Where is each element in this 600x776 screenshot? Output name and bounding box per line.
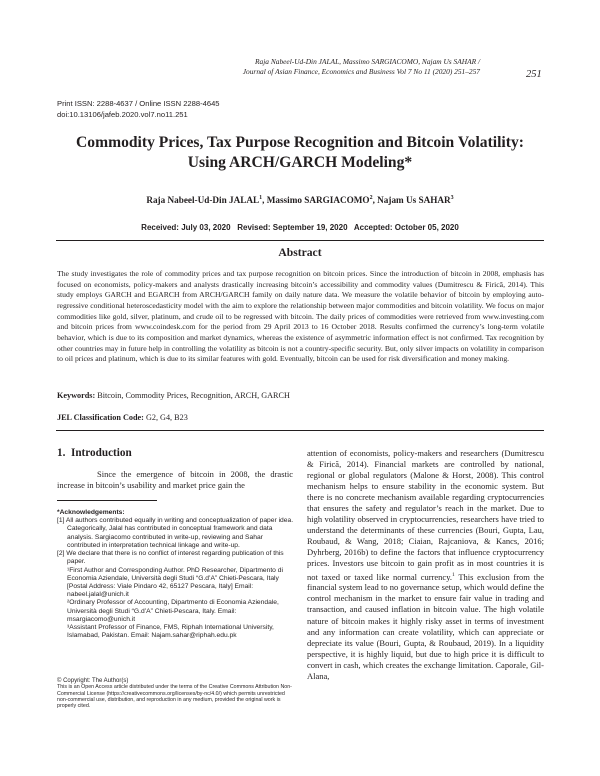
doi-line: doi:10.13106/jafeb.2020.vol7.no11.251 bbox=[57, 109, 188, 119]
jel-line bbox=[57, 413, 544, 422]
running-header-authors: Raja Nabeel-Ud-Din JALAL, Massimo SARGIACOMO, Najam Us SAHAR / bbox=[255, 57, 480, 66]
author-name: Massimo SARGIACOMO bbox=[266, 195, 370, 206]
paper-title-line-1: Commodity Prices, Tax Purpose Recognition and Bitcoin Volatility: bbox=[76, 134, 524, 151]
paper-title-line-2: Using ARCH/GARCH Modeling* bbox=[187, 154, 413, 171]
footnote-item: ¹First Author and Corresponding Author. PhD Researcher, Dipartmento di Economia Aziendale, Università degli Studi “G.d’A” Chieti-Pescara, Italy [Postal Address: Viale Pindaro 42, 65127 Pescara, Italy] Email: nabeel.jalal@unich.it bbox=[67, 566, 283, 599]
divider-bottom bbox=[56, 430, 544, 431]
footnote-divider bbox=[57, 500, 157, 501]
issn-block bbox=[57, 99, 220, 120]
divider-top bbox=[56, 240, 544, 241]
issn-line: Print ISSN: 2288-4637 / Online ISSN 2288-4645 bbox=[57, 99, 220, 108]
intro-paragraph-continued bbox=[307, 448, 544, 682]
author-name: Raja Nabeel-Ud-Din JALAL bbox=[146, 195, 260, 206]
author-affiliation-mark: 3 bbox=[450, 195, 454, 201]
keywords-text: Bitcoin, Commodity Prices, Recognition, ARCH, GARCH bbox=[95, 391, 290, 400]
abstract-heading: Abstract bbox=[278, 246, 322, 259]
intro-paragraph: Since the emergence of bitcoin in 2008, the drastic increase in bitcoin’s usability and market price gain the bbox=[57, 469, 293, 491]
copyright-notice bbox=[57, 678, 295, 709]
page-number: 251 bbox=[526, 69, 542, 80]
running-header bbox=[100, 57, 480, 77]
copyright-line: © Copyright: The Author(s) bbox=[57, 678, 129, 684]
author-list bbox=[40, 195, 560, 205]
author-affiliation-mark: 2 bbox=[369, 195, 373, 201]
keywords-line bbox=[57, 391, 544, 400]
intro-text-part-1: attention of economists, policy-makers and researchers (Dumitrescu & Firică, 2014). Financial markets are controlled by national, regional or global regulators (Malone & Horst, 2008). This control mechanism helps to ensure stability in the economic system. But there is no concrete mechanism available regarding cryptocurrencies that ensures the safety and regulator’s reach in the market. Due to high volatility observed in cryptocurrencies, researchers have tried to understand the determinants of these currencies (Bouri, Gupta, Lau, Roubaud, & Wang, 2018; Ciaian, Rajcaniova, & Kancs, 2016; Dyhrberg, 2016b) to define the factors that influence cryptocurrency prices. Investors use bitcoin to gain profit as in most countries it is not taxed or taxed like normal currency. bbox=[307, 448, 544, 582]
jel-label: JEL Classification Code: bbox=[57, 413, 144, 422]
keywords-label: Keywords: bbox=[57, 391, 96, 400]
footnote-marker: 1 bbox=[452, 571, 455, 578]
intro-left-column bbox=[57, 469, 293, 491]
author-separator: , bbox=[372, 195, 378, 206]
submission-dates: Received: July 03, 2020 Revised: September 19, 2020 Accepted: October 05, 2020 bbox=[141, 223, 459, 232]
license-text: This is an Open Access article distributed under the terms of the Creative Commons Attribution Non-Commercial License (https://creativecommons.org/licenses/by-nc/4.0/) which permits unrestricted non-commercial use, distribution, and reproduction in any medium, provided the original work is properly cited. bbox=[57, 684, 292, 710]
jel-text: G2, G4, B23 bbox=[143, 413, 188, 422]
footnotes bbox=[57, 509, 295, 641]
intro-text-part-2: This exclusion from the financial system lead to no governance setup, which would define the control mechanism in the market to ensure fair value in trading and transaction, and caused inflation in bitcoin value. The high volatile nature of bitcoin makes it highly risky asset in terms of investment and any information can create volatility, which can appreciate or depreciate its value (Bouri, Gupta, & Roubaud, 2019). In a liquidity perspective, it is highly liquid, but due to high price it is difficult to convert in cash, which creates the exchange limitation. Caporale, Gil-Alana, bbox=[307, 571, 544, 681]
section-heading: 1. Introduction bbox=[57, 447, 132, 459]
acknowledgements-heading: *Acknowledgements: bbox=[57, 509, 125, 516]
abstract-text: The study investigates the role of commodity prices and tax purpose recognition on bitcoin prices. Since the introduction of bitcoin in 2008, emphasis has focused on economists, policy-makers and analysts drastically increasing bitcoin’s accessibility and commodity values (Dumitrescu & Firică, 2014). This study employs GARCH and EGARCH from ARCH/GARCH family on daily nature data. We measure the volatile behavior of bitcoin by employing auto-regressive conditional heteroscedasticity model with the aim to explore the relationship between major commodities and bitcoin volatility. We focus on major commodities like gold, silver, platinum, and crude oil to be regressed with bitcoin. The daily prices of commodities were retrieved from www.investing.com and bitcoin prices from www.coindesk.com for the period from 29 April 2013 to 16 October 2018. Results confirmed the currency’s long-term volatile behavior, which is due to its composition and market dynamics, whereas the existence of asymmetric information effect is not confirmed. Tax recognition by other countries may in future help in controlling the volatility as bitcoin is not a country-specific security. But, only silver impacts on volatility in comparison to oil prices and platinum, which is due to its similar features with gold. Eventually, bitcoin can be used for risk diversification and money making. bbox=[57, 269, 544, 364]
paper-title bbox=[40, 133, 560, 173]
author-affiliation-mark: 1 bbox=[259, 195, 263, 201]
author-name: Najam Us SAHAR bbox=[377, 195, 451, 206]
author-separator: , bbox=[262, 195, 267, 206]
footnote-item: [2] We declare that there is no conflict of interest regarding publication of this paper. bbox=[57, 550, 284, 566]
footnote-item: ²Ordinary Professor of Accounting, Dipartmento di Economia Aziendale, Università degli Studi “G.d’A” Chieti-Pescara, Italy. Email: msargiacomo@unich.it bbox=[67, 599, 279, 623]
abstract-body bbox=[57, 269, 544, 365]
running-header-journal: Journal of Asian Finance, Economics and Business Vol 7 No 11 (2020) 251–257 bbox=[242, 67, 480, 76]
footnote-item: [1] All authors contributed equally in writing and conceptualization of paper idea. Categorically, Jalal has contributed in conceptual framework and data analysis. Sargiacomo contributed in write-up, reviewing and Sahar contributed in interpretation technical linkage and write-up. bbox=[57, 517, 294, 549]
footnote-item: ³Assistant Professor of Finance, FMS, Riphah International University, Islamabad, Pakistan. Email: Najam.sahar@riphah.edu.pk bbox=[67, 624, 274, 640]
intro-right-column bbox=[307, 448, 544, 682]
